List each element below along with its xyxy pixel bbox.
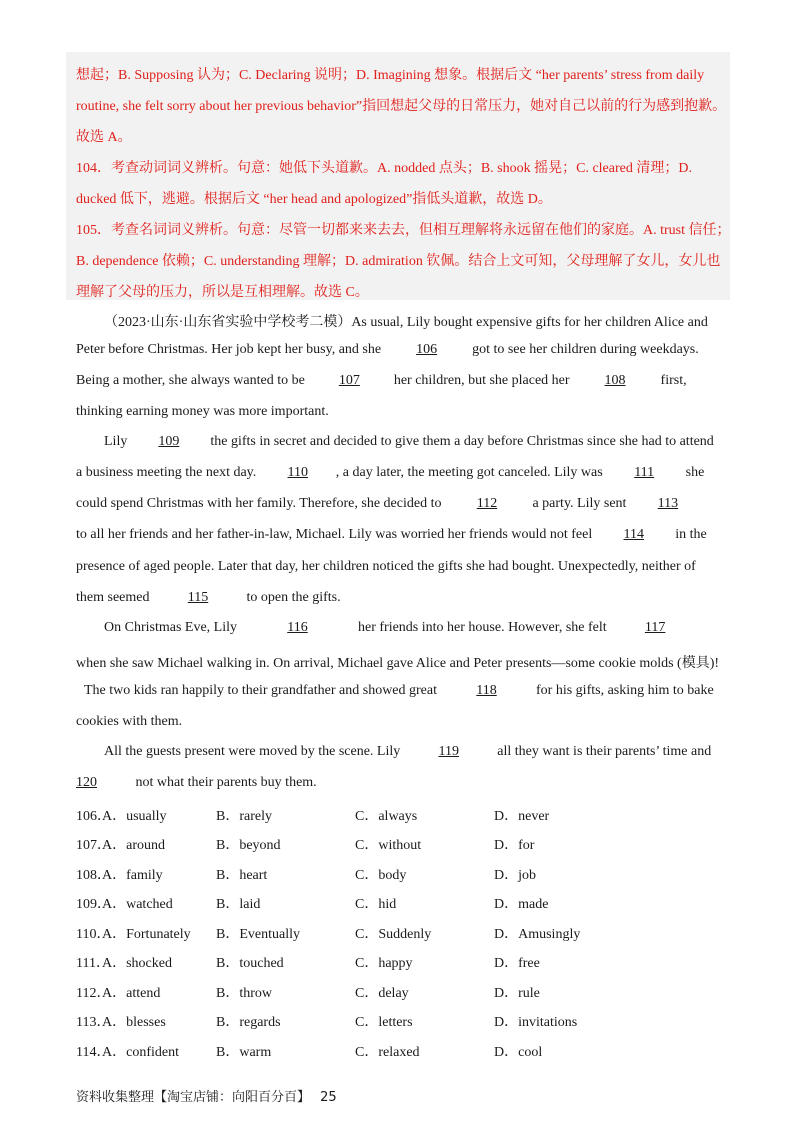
passage-line: a business meeting the next day. 110 , a day later, the meeting got canceled. Lily was 111 she: [76, 465, 705, 480]
blank-117: 117: [644, 620, 666, 635]
option-d: D．never: [494, 809, 550, 824]
blank-114: 114: [623, 527, 644, 542]
answer-line: routine, she felt sorry about her previous behavior”指回想起父母的日常压力，她对自己以前的行为感到抱歉。: [76, 99, 727, 114]
option-row: [76, 923, 756, 943]
passage-line: Peter before Christmas. Her job kept her busy, and she 106 got to see her children during weekdays.: [76, 342, 699, 357]
option-b: B．warm: [216, 1045, 272, 1060]
question-number: 109．: [76, 897, 111, 912]
option-b: B．throw: [216, 986, 272, 1001]
option-c: C．relaxed: [355, 1045, 420, 1060]
passage-line: All the guests present were moved by the scene. Lily 119 all they want is their parents’ time and: [104, 744, 712, 759]
option-a: A．attend: [102, 986, 161, 1001]
blank-111: 111: [634, 465, 655, 480]
page-number: 25: [320, 1090, 337, 1105]
answer-line: 故选 A。: [76, 130, 132, 145]
option-a: A．watched: [102, 897, 173, 912]
passage-line: Lily 109 the gifts in secret and decided to give them a day before Christmas since she had to attend: [104, 434, 714, 449]
option-row: [76, 805, 756, 825]
option-d: D．Amusingly: [494, 927, 581, 942]
answer-line: 理解了父母的压力，所以是互相理解。故选 C。: [76, 285, 369, 300]
option-d: D．made: [494, 897, 549, 912]
option-b: B．Eventually: [216, 927, 300, 942]
option-c: C．happy: [355, 956, 413, 971]
footer-source: 资料收集整理【淘宝店铺：向阳百分百】: [76, 1090, 311, 1105]
answer-line: B. dependence 依赖；C. understanding 理解；D. admiration 钦佩。结合上文可知，父母理解了女儿，女儿也: [76, 254, 721, 269]
blank-110: 110: [287, 465, 309, 480]
question-number: 110．: [76, 927, 111, 942]
page-footer: [76, 1086, 337, 1105]
option-row: [76, 1011, 756, 1031]
question-number: 106．: [76, 809, 111, 824]
option-c: C．letters: [355, 1015, 413, 1030]
blank-118: 118: [476, 683, 497, 698]
question-number: 108．: [76, 868, 111, 883]
option-row: [76, 952, 756, 972]
blank-109: 109: [158, 434, 180, 449]
passage-line: Being a mother, she always wanted to be 107 her children, but she placed her 108 first,: [76, 373, 687, 388]
passage-line: them seemed 115 to open the gifts.: [76, 590, 341, 605]
answer-line: ducked 低下，逃避。根据后文 “her head and apologized”指低头道歉，故选 D。: [76, 192, 552, 207]
question-number: 112．: [76, 986, 111, 1001]
blank-112: 112: [476, 496, 498, 511]
blank-119: 119: [438, 744, 459, 759]
option-a: A．Fortunately: [102, 927, 191, 942]
option-b: B．laid: [216, 897, 261, 912]
blank-108: 108: [604, 373, 626, 388]
blank-113: 113: [657, 496, 679, 511]
answer-line: 想起；B. Supposing 认为；C. Declaring 说明；D. Imagining 想象。根据后文 “her parents’ stress from daily: [76, 68, 705, 83]
option-row: [76, 893, 756, 913]
option-a: A．shocked: [102, 956, 172, 971]
option-row: [76, 982, 756, 1002]
option-d: D．cool: [494, 1045, 543, 1060]
passage-line: cookies with them.: [76, 714, 183, 729]
passage-line: could spend Christmas with her family. Therefore, she decided to 112 a party. Lily sent 113: [76, 496, 706, 512]
blank-115: 115: [187, 590, 209, 605]
option-b: B．rarely: [216, 809, 272, 824]
passage-line: to all her friends and her father-in-law, Michael. Lily was worried her friends would not feel 114 in the: [76, 527, 707, 542]
answer-line: 104．考查动词词义辨析。句意：她低下头道歉。A. nodded 点头；B. shook 摇晃；C. cleared 清理；D.: [76, 161, 692, 176]
passage-line: presence of aged people. Later that day, her children noticed the gifts she had bought. Unexpectedly, neither of: [76, 559, 696, 574]
option-c: C．body: [355, 868, 407, 883]
question-number: 107．: [76, 838, 111, 853]
passage-line: （2023·山东·山东省实验中学校考二模）As usual, Lily bought expensive gifts for her children Alice and: [104, 315, 708, 330]
blank-116: 116: [287, 620, 308, 635]
option-d: D．job: [494, 868, 536, 883]
passage-line: 120 not what their parents buy them.: [76, 775, 317, 790]
option-a: A．usually: [102, 809, 167, 824]
option-d: D．for: [494, 838, 535, 853]
passage-line: when she saw Michael walking in. On arrival, Michael gave Alice and Peter presents—some cookie molds (模具)!: [76, 656, 720, 671]
question-number: 114．: [76, 1045, 111, 1060]
passage-line: The two kids ran happily to their grandfather and showed great 118 for his gifts, asking him to bake: [84, 683, 714, 698]
option-a: A．around: [102, 838, 165, 853]
passage-line: thinking earning money was more important.: [76, 404, 329, 419]
option-d: D．rule: [494, 986, 540, 1001]
option-a: A．family: [102, 868, 163, 883]
question-number: 113．: [76, 1015, 111, 1030]
option-b: B．heart: [216, 868, 268, 883]
option-row: [76, 864, 756, 884]
option-row: [76, 1041, 756, 1061]
option-a: A．confident: [102, 1045, 179, 1060]
answer-line: 105．考查名词词义辨析。句意：尽管一切都来来去去，但相互理解将永远留在他们的家庭。A. trust 信任；: [76, 223, 731, 238]
option-a: A．blesses: [102, 1015, 166, 1030]
option-c: C．without: [355, 838, 422, 853]
blank-106: 106: [416, 342, 438, 357]
option-b: B．regards: [216, 1015, 281, 1030]
option-row: [76, 834, 756, 854]
option-c: C．always: [355, 809, 418, 824]
blank-107: 107: [338, 373, 360, 388]
passage-line: On Christmas Eve, Lily 116 her friends into her house. However, she felt 117: [104, 620, 700, 636]
option-c: C．delay: [355, 986, 409, 1001]
option-d: D．free: [494, 956, 540, 971]
option-c: C．Suddenly: [355, 927, 432, 942]
option-b: B．beyond: [216, 838, 281, 853]
option-d: D．invitations: [494, 1015, 578, 1030]
option-c: C．hid: [355, 897, 397, 912]
question-number: 111．: [76, 956, 110, 971]
blank-120: 120: [76, 775, 97, 790]
option-b: B．touched: [216, 956, 284, 971]
